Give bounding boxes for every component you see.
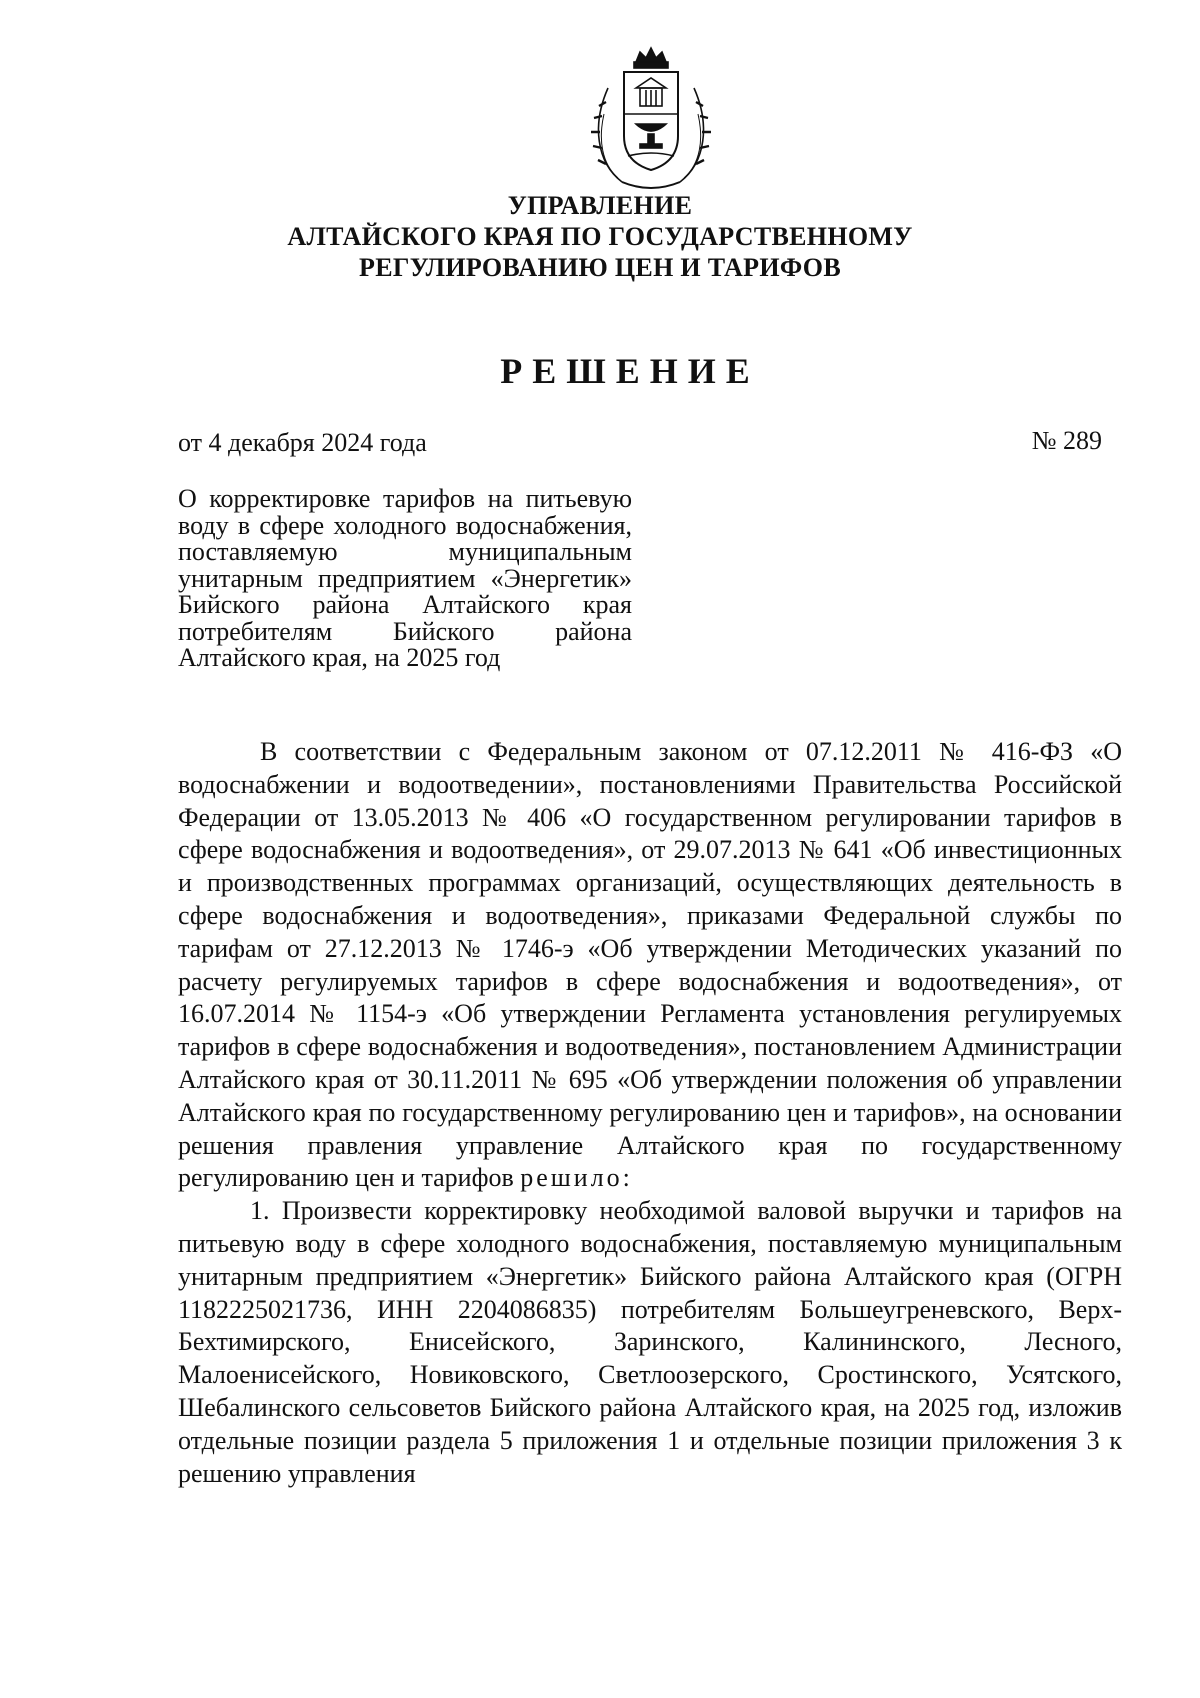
agency-name — [0, 190, 1200, 283]
document-subject: О корректировке тарифов на питьевую воду в сфере холодного водоснабжения, поставляемую муниципальным унитарным предприятием «Энергетик» Бийского района Алтайского края потребителям Бийского района Алтайского края, на 2025 год — [178, 484, 632, 672]
item-1-paragraph: 1. Произвести корректировку необходимой валовой выручки и тарифов на питьевую воду в сфере холодного водоснабжения, поставляемую муниципальным унитарным предприятием «Энергетик» Бийского района Алтайского края (ОГРН 1182225021736, ИНН 2204086835) потребителям Большеугреневского, Верх-Бехтимирского, Енисейского, Заринского, Калининского, Лесного, Малоенисейского, Новиковского, Светлоозерского, Сростинского, Усятского, Шебалинского сельсоветов Бийского района Алтайского края, на 2025 год, изложив отдельные позиции раздела 5 приложения 1 и отдельные позиции приложения 3 к решению управления — [178, 1196, 1122, 1488]
preamble-text: В соответствии с Федеральным законом от 07.12.2011 № 416-ФЗ «О водоснабжении и водоотведении», постановлениями Правительства Российской Федерации от 13.05.2013 № 406 «О государственном регулировании тарифов в сфере водоснабжения и водоотведения», от 29.07.2013 № 641 «Об инвестиционных и производственных программах организаций, осуществляющих деятельность в сфере водоснабжения и водоотведения», приказами Федеральной службы по тарифам от 27.12.2013 № 1746-э «Об утверждении Методических указаний по расчету регулируемых тарифов в сфере водоснабжения и водоотведения», от 16.07.2014 № 1154-э «Об утверждении Регламента установления регулируемых тарифов в сфере водоснабжения и водоотведения», постановлением Администрации Алтайского края от 30.11.2011 № 695 «Об утверждении положения об управлении Алтайского края по государственному регулированию цен и тарифов», на основании решения правления управление Алтайского края по государственному регулированию цен и тарифов — [178, 737, 1122, 1193]
preamble-paragraph — [178, 736, 1122, 1195]
agency-line-1: УПРАВЛЕНИЕ — [507, 191, 693, 220]
document-body — [178, 736, 1122, 1490]
agency-line-2: АЛТАЙСКОГО КРАЯ ПО ГОСУДАРСТВЕННОМУ — [287, 222, 913, 251]
agency-line-3: РЕГУЛИРОВАНИЮ ЦЕН И ТАРИФОВ — [359, 253, 841, 282]
document-type-title: РЕШЕНИЕ — [500, 351, 760, 391]
document-number: № 289 — [1031, 426, 1102, 455]
decided-word: решило: — [520, 1163, 633, 1193]
coat-of-arms-icon — [588, 44, 714, 192]
document-date: от 4 декабря 2024 года — [178, 428, 427, 457]
